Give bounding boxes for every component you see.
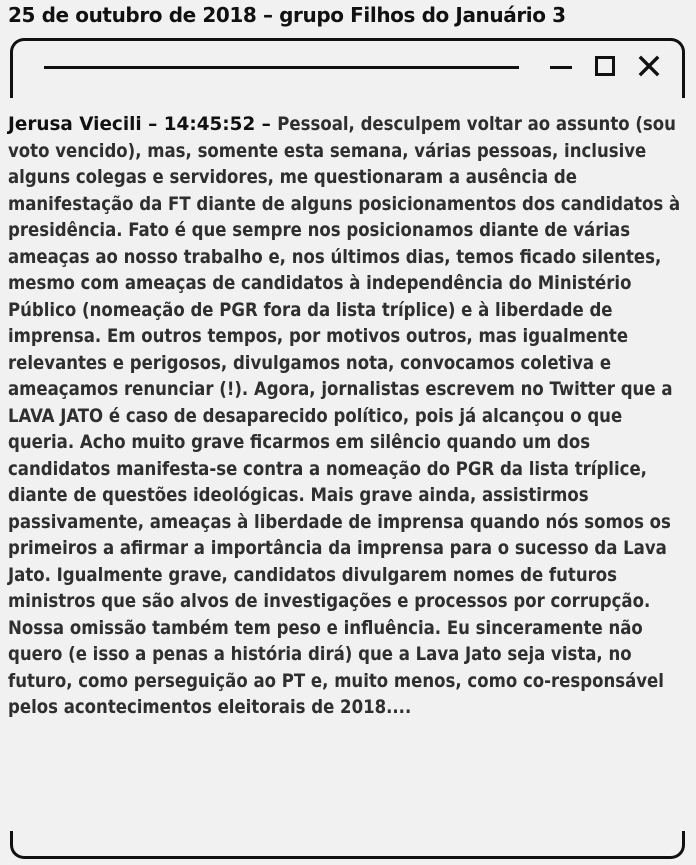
minimize-icon xyxy=(550,66,572,69)
message-separator: – xyxy=(141,114,164,135)
window-controls xyxy=(548,54,662,78)
message-body: Pessoal, desculpem voltar ao assunto (sou voto vencido), mas, somente esta semana, várias pessoas, inclusive alguns colegas e servidores, me questionaram a ausência de manifestação da FT diante de alguns posicionamentos dos candidatos à presidência. Fato é que sempre nos posicionamos diante de várias ameaças ao nosso trabalho e, nos últimos dias, temos ficado silentes, mesmo com ameaças de candidatos à independência do Ministério Público (nomeação de PGR fora da lista tríplice) e à liberdade de imprensa. Em outros tempos, por motivos outros, mas igualmente relevantes e perigosos, divulgamos nota, convocamos coletiva e ameaçamos renunciar (!). Agora, jornalistas escrevem no Twitter que a LAVA JATO é caso de desaparecido político, pois já alcançou o que queria. Acho muito grave ficarmos em silêncio quando um dos candidatos manifesta-se contra a nomeação do PGR da lista tríplice, diante de questões ideológicas. Mais grave ainda, assistirmos passivamente, ameaças à liberdade de imprensa quando nós somos os primeiros a afirmar a importância da imprensa para o sucesso da Lava Jato. Igualmente grave, candidatos divulgarem nomes de futuros ministros que são alvos de investigações e processos por corrupção. Nossa omissão também tem peso e influência. Eu sinceramente não quero (e isso a penas a história dirá) que a Lava Jato seja vista, no futuro, como perseguição ao PT e, muito menos, como co-responsável pelos acontecimentos eleitorais de 2018.... xyxy=(8,114,681,718)
window-frame-top xyxy=(10,38,685,98)
message-separator-2: – xyxy=(255,114,278,135)
chat-message xyxy=(8,112,692,722)
page-title: 25 de outubro de 2018 – grupo Filhos do Januário 3 xyxy=(8,3,566,27)
titlebar-line xyxy=(44,66,519,69)
maximize-button[interactable] xyxy=(592,54,618,78)
minimize-button[interactable] xyxy=(548,54,574,78)
close-button[interactable] xyxy=(636,54,662,78)
message-timestamp: 14:45:52 xyxy=(163,114,256,135)
maximize-icon xyxy=(595,56,615,76)
message-sender: Jerusa Viecili xyxy=(8,114,142,135)
window-frame-bottom xyxy=(10,831,685,859)
close-icon xyxy=(638,55,660,77)
